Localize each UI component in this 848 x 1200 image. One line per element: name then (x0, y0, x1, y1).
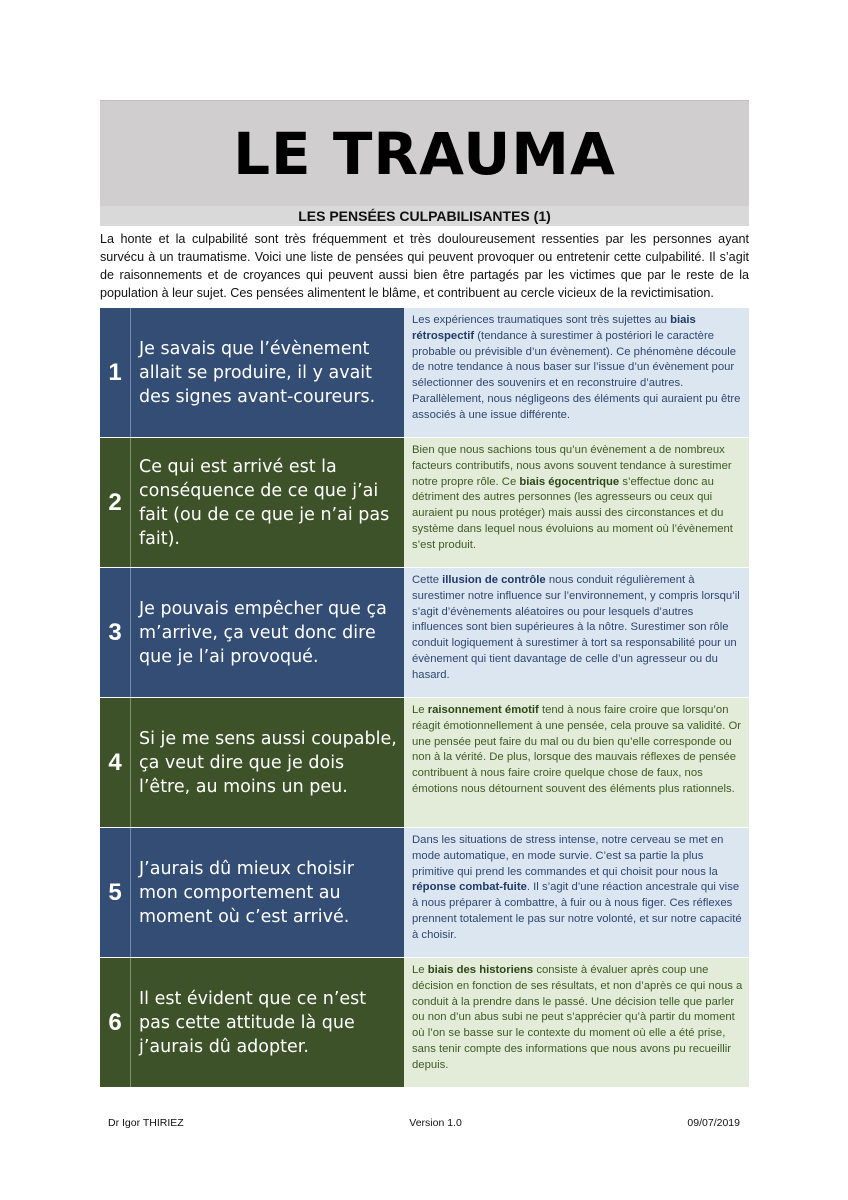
title-banner (100, 100, 749, 206)
thought-text: Je savais que l’évènement allait se produire, il y avait des signes avant-coureurs. (131, 308, 404, 437)
table-row (100, 827, 749, 957)
explanation-text: Les expériences traumatiques sont très sujettes au biais rétrospectif (tendance à surestimer à postériori le caractère probable ou prévisible d’un évènement). Ce phénomène découle de notre tendance à nous baser sur l’issue d’un évènement pour sélectionner des souvenirs et en reconstruire d’autres. Parallèlement, nous négligeons des éléments qui auraient pu être associés à une issue différente. (404, 308, 749, 437)
table-row (100, 567, 749, 697)
row-number: 3 (100, 568, 131, 697)
thought-text: Ce qui est arrivé est la conséquence de ce que j’ai fait (ou de ce que je n’ai pas fait). (131, 438, 404, 567)
table-row (100, 437, 749, 567)
row-number: 6 (100, 958, 131, 1087)
explanation-text: Dans les situations de stress intense, notre cerveau se met en mode automatique, en mode survie. C’est sa partie la plus primitive qui prend les commandes et qui choisit pour nous la réponse combat-fuite. Il s’agit d’une réaction ancestrale qui vise à nous préparer à combattre, à fuir ou à nous figer. Ces réflexes prennent totalement le pas sur notre volonté, et sur notre capacité à choisir. (404, 828, 749, 957)
row-number: 1 (100, 308, 131, 437)
document-page (100, 100, 749, 1087)
explanation-text: Bien que nous sachions tous qu’un évènement a de nombreux facteurs contributifs, nous avons souvent tendance à surestimer notre propre rôle. Ce biais égocentrique s’effectue donc au détriment des autres personnes (les agresseurs ou ceux qui auraient pu nous protéger) mais aussi des circonstances et du système dans lequel nous évoluions au moment où l’évènement s’est produit. (404, 438, 749, 567)
subtitle-banner (100, 206, 749, 226)
footer-version: Version 1.0 (409, 1117, 462, 1129)
page-subtitle: LES PENSÉES CULPABILISANTES (1) (298, 208, 551, 224)
table-row (100, 308, 749, 437)
footer-author: Dr Igor THIRIEZ (108, 1117, 184, 1129)
thought-text: Si je me sens aussi coupable, ça veut dire que je dois l’être, au moins un peu. (131, 698, 404, 827)
footer-date: 09/07/2019 (687, 1117, 740, 1129)
bias-term: biais des historiens (427, 964, 534, 976)
explanation-text: Cette illusion de contrôle nous conduit régulièrement à surestimer notre influence sur l’environnement, y compris lorsqu’il s’agit d’évènements aléatoires ou pour lesquels d’autres influences sont bien supérieures à la nôtre. Surestimer son rôle conduit logiquement à surestimer à tort sa responsabilité pour un évènement qui tient davantage de celle d’un agresseur ou du hasard. (404, 568, 749, 697)
table-row (100, 697, 749, 827)
bias-term: biais égocentrique (519, 475, 620, 488)
table-row (100, 957, 749, 1087)
bias-term: biais rétrospectif (412, 314, 696, 342)
row-number: 2 (100, 438, 131, 567)
row-number: 4 (100, 698, 131, 827)
page-title: LE TRAUMA (233, 119, 616, 188)
intro-paragraph: La honte et la culpabilité sont très fréquemment et très douloureusement ressenties par les personnes ayant survécu à un traumatisme. Voici une liste de pensées qui peuvent provoquer ou entretenir cette culpabilité. Il s’agit de raisonnements et de croyances qui peuvent aussi bien être partagés par les victimes que par le reste de la population à leur sujet. Ces pensées alimentent le blâme, et contribuent au cercle vicieux de la revictimisation. (100, 232, 749, 300)
bias-term: raisonnement émotif (427, 704, 539, 716)
thought-text: Je pouvais empêcher que ça m’arrive, ça veut donc dire que je l’ai provoqué. (131, 568, 404, 697)
row-number: 5 (100, 828, 131, 957)
bias-term: illusion de contrôle (442, 574, 546, 586)
explanation-text: Le raisonnement émotif tend à nous faire croire que lorsqu’on réagit émotionnellement à une pensée, cela prouve sa validité. Or une pensée peut faire du mal ou du bien qu’elle corresponde ou non à la vérité. De plus, lorsque des mauvais réflexes de pensée contribuent à nous faire croire quelque chose de faux, nos émotions nous détournent souvent des éléments plus rationnels. (404, 698, 749, 827)
thought-text: Il est évident que ce n’est pas cette attitude là que j’aurais dû adopter. (131, 958, 404, 1087)
thoughts-table (100, 308, 749, 1087)
bias-term: réponse combat-fuite (412, 881, 527, 894)
explanation-text: Le biais des historiens consiste à évaluer après coup une décision en fonction de ses résultats, et non d’après ce qui nous a conduit à la prendre dans le passé. Une décision telle que parler ou non d’un abus subi ne peut s’apprécier qu’à partir du moment où l’on se basse sur le contexte du moment où elle a été prise, sans tenir compte des informations que nous avons pu recueillir depuis. (404, 958, 749, 1087)
page-footer (108, 1117, 740, 1129)
thought-text: J’aurais dû mieux choisir mon comportement au moment où c’est arrivé. (131, 828, 404, 957)
